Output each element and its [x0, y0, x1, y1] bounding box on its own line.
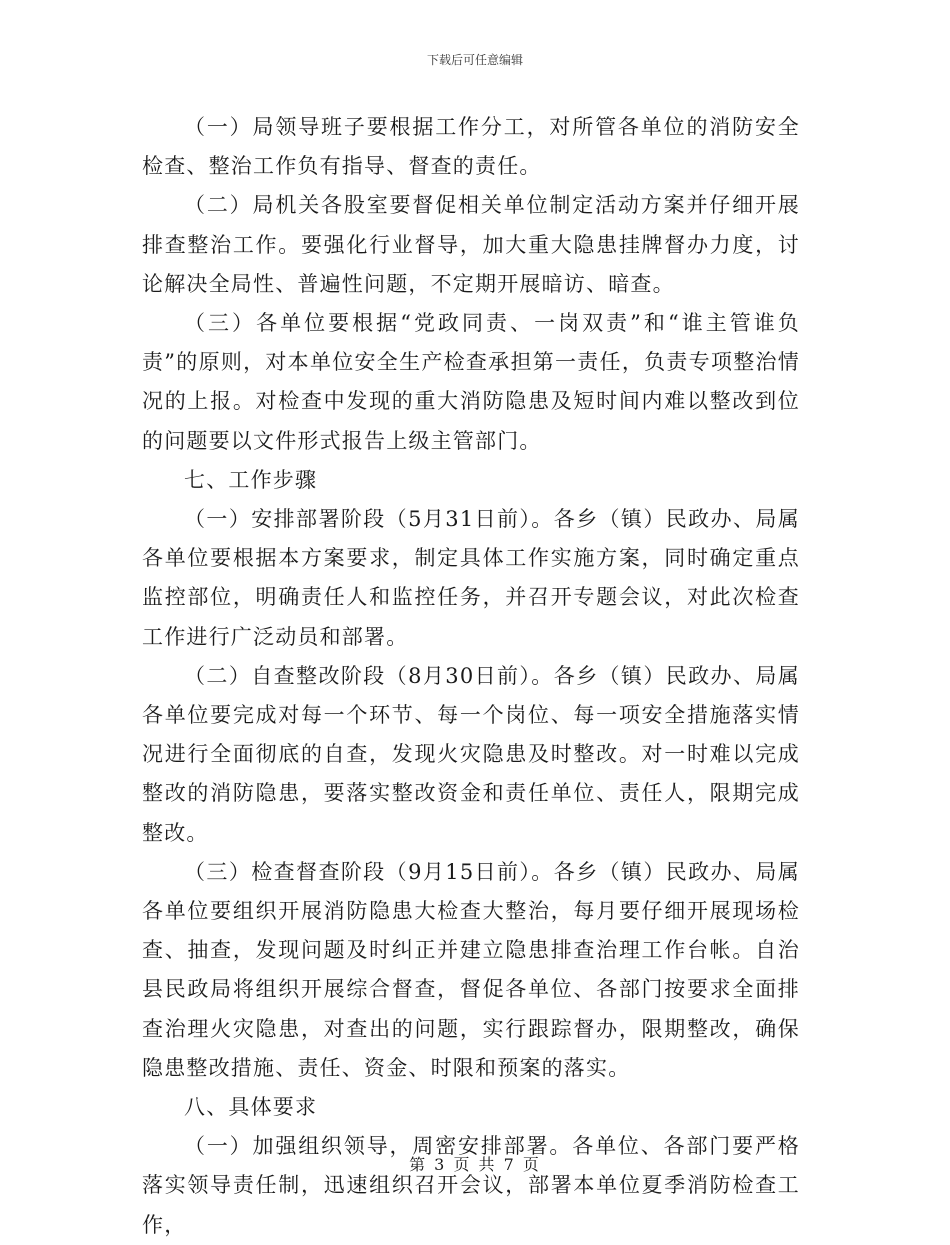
document-body — [142, 108, 800, 1245]
paragraph-3: （三）各单位要根据“党政同责、一岗双责”和“谁主管谁负责”的原则，对本单位安全生产检查承担第一责任，负责专项整治情况的上报。对检查中发现的重大消防隐患及短时间内难以整改到位的问题要以文件形式报告上级主管部门。 — [142, 311, 800, 453]
section-heading-work-steps: 七、工作步骤 — [184, 467, 318, 492]
paragraph-step-2: （二）自查整改阶段（8月30日前）。各乡（镇）民政办、局属各单位要完成对每一个环节、每一个岗位、每一项安全措施落实情况进行全面彻底的自查，发现火灾隐患及时整改。对一时难以完成整改的消防隐患，要落实整改资金和责任单位、责任人，限期完成整改。 — [142, 663, 800, 845]
paragraph-requirement-1: （一）加强组织领导，周密安排部署。各单位、各部门要严格落实领导责任制，迅速组织召开会议，部署本单位夏季消防检查工作， — [142, 1134, 800, 1237]
paragraph-2: （二）局机关各股室要督促相关单位制定活动方案并仔细开展排查整治工作。要强化行业督导，加大重大隐患挂牌督办力度，讨论解决全局性、普遍性问题，不定期开展暗访、暗查。 — [142, 193, 800, 296]
page-header: 下载后可任意编辑 — [426, 53, 523, 67]
paragraph-step-3: （三）检查督查阶段（9月15日前）。各乡（镇）民政办、局属各单位要组织开展消防隐患大检查大整治，每月要仔细开展现场检查、抽查，发现问题及时纠正并建立隐患排查治理工作台帐。自治县民政局将组织开展综合督查，督促各单位、各部门按要求全面排查治理火灾隐患，对查出的问题，实行跟踪督办，限期整改，确保隐患整改措施、责任、资金、时限和预案的落实。 — [142, 859, 800, 1080]
section-heading-requirements: 八、具体要求 — [184, 1095, 318, 1120]
paragraph-step-1: （一）安排部署阶段（5月31日前）。各乡（镇）民政办、局属各单位要根据本方案要求，制定具体工作实施方案，同时确定重点监控部位，明确责任人和监控任务，并召开专题会议，对此次检查工作进行广泛动员和部署。 — [142, 507, 800, 649]
paragraph-1: （一）局领导班子要根据工作分工，对所管各单位的消防安全检查、整治工作负有指导、督查的责任。 — [142, 115, 800, 179]
page-number: 第 3 页 共 7 页 — [409, 1155, 541, 1174]
